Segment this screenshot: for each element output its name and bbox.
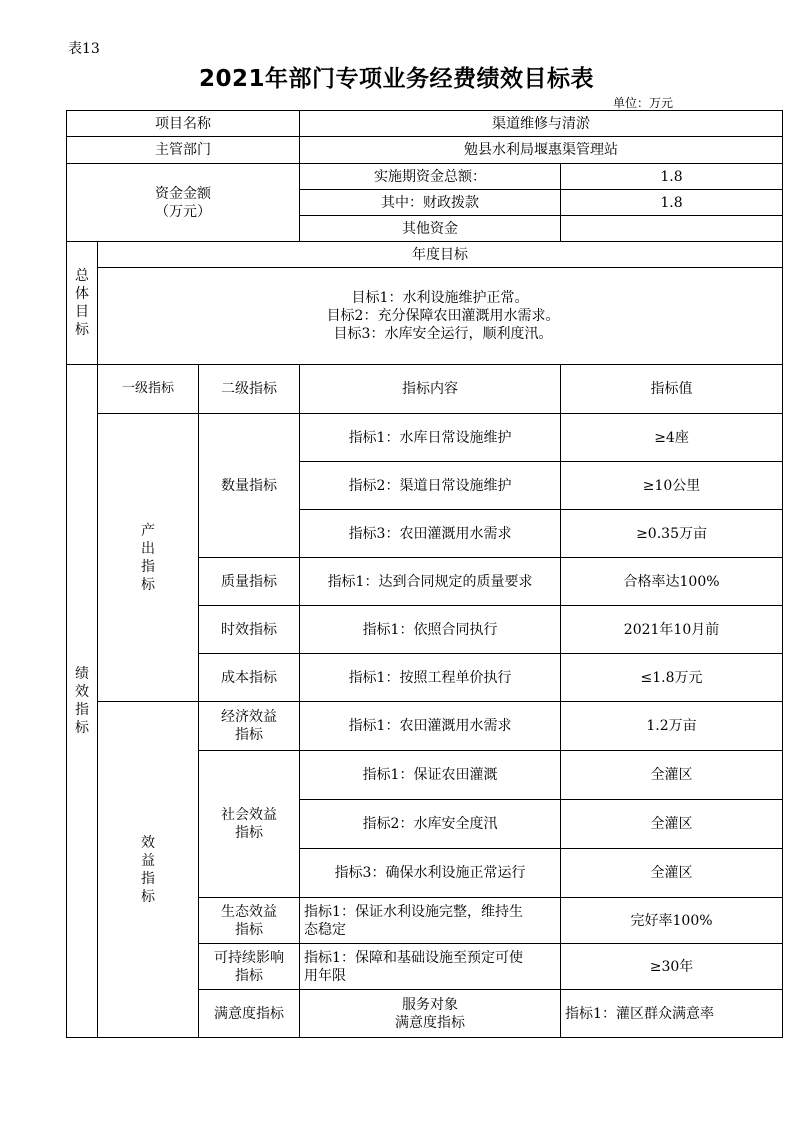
indicator-content: 指标2：渠道日常设施维护 <box>300 462 561 510</box>
indicator-content: 指标1：达到合同规定的质量要求 <box>300 558 561 606</box>
label-line: 生态效益 <box>221 903 278 920</box>
overall-goal-header-row <box>67 242 783 268</box>
header-value: 指标值 <box>561 365 783 414</box>
indicator-content: 指标3：农田灌溉用水需求 <box>300 510 561 558</box>
funds-other-value <box>561 216 783 242</box>
label-line: 指标 <box>235 921 264 938</box>
goal-item: 目标1：水利设施维护正常。 <box>351 290 529 306</box>
indicator-value: ≥0.35万亩 <box>561 510 783 558</box>
page-title: 2021年部门专项业务经费绩效目标表 <box>198 66 594 92</box>
benefit-indicator-label <box>98 702 199 1038</box>
funds-label-line1: 资金金额 <box>155 185 212 202</box>
label-line: 可持续影响 <box>214 949 285 966</box>
indicator-value: ≤1.8万元 <box>561 654 783 702</box>
content-line: 态稳定 <box>304 921 347 938</box>
indicator-value: 1.2万亩 <box>561 702 783 751</box>
department-label: 主管部门 <box>67 137 300 164</box>
indicator-value: 2021年10月前 <box>561 606 783 654</box>
indicator-content: 指标1：水库日常设施维护 <box>300 414 561 462</box>
output-indicator-label <box>98 414 199 702</box>
header-level2: 二级指标 <box>199 365 300 414</box>
label-line: 满意度指标 <box>395 1014 466 1031</box>
economic-indicator-label <box>199 702 300 751</box>
vertical-char: 指 <box>141 870 155 887</box>
unit-label: 单位：万元 <box>613 96 674 110</box>
goal-item: 目标3：水库安全运行，顺利度汛。 <box>333 326 553 342</box>
funds-label <box>67 164 300 242</box>
label-line: 经济效益 <box>221 709 278 725</box>
annual-goal-row <box>67 268 783 365</box>
indicator-content: 指标2：水库安全度汛 <box>300 800 561 849</box>
department-value: 勉县水利局堰惠渠管理站 <box>300 137 783 164</box>
vertical-char: 标 <box>141 888 155 905</box>
label-line: 指标 <box>235 727 264 743</box>
vertical-char: 效 <box>141 834 155 851</box>
label-line: 社会效益 <box>221 807 278 823</box>
goal-item: 目标2：充分保障农田灌溉用水需求。 <box>326 308 560 324</box>
header-content: 指标内容 <box>300 365 561 414</box>
sustainable-indicator-label <box>199 944 300 990</box>
header-level1: 一级指标 <box>98 365 199 414</box>
indicator-content: 指标1：依照合同执行 <box>300 606 561 654</box>
indicator-content: 指标1：农田灌溉用水需求 <box>300 702 561 751</box>
indicator-content <box>300 898 561 944</box>
department-row <box>67 137 783 164</box>
vertical-char: 指 <box>141 558 155 575</box>
vertical-char: 标 <box>75 720 89 736</box>
indicator-value: ≥10公里 <box>561 462 783 510</box>
funds-total-label: 实施期资金总额： <box>300 164 561 190</box>
annual-goal-header: 年度目标 <box>98 242 783 268</box>
vertical-char: 总 <box>75 268 89 284</box>
quantity-indicator-label: 数量指标 <box>199 414 300 558</box>
vertical-char: 效 <box>75 684 89 700</box>
indicator-value: 全灌区 <box>561 751 783 800</box>
vertical-char: 指 <box>75 702 89 718</box>
content-line: 指标1：保证水利设施完整，维持生 <box>304 903 523 920</box>
table-row <box>67 414 783 462</box>
funds-label-line2: （万元） <box>155 203 212 220</box>
indicator-header-row <box>67 365 783 414</box>
table-number: 表13 <box>68 41 100 57</box>
performance-indicator-label <box>67 365 98 1038</box>
indicator-value: ≥4座 <box>561 414 783 462</box>
timeliness-indicator-label: 时效指标 <box>199 606 300 654</box>
indicator-content: 指标1：灌区群众满意率 <box>561 990 783 1038</box>
project-name-row <box>67 111 783 137</box>
vertical-char: 体 <box>75 286 89 302</box>
label-line: 指标 <box>235 825 264 841</box>
funds-total-value: 1.8 <box>561 164 783 190</box>
project-name-label: 项目名称 <box>67 111 300 137</box>
cost-indicator-label: 成本指标 <box>199 654 300 702</box>
satisfaction-indicator-label: 满意度指标 <box>199 990 300 1038</box>
vertical-char: 绩 <box>75 666 89 682</box>
funds-fiscal-label: 其中：财政拨款 <box>300 190 561 216</box>
vertical-char: 产 <box>141 522 155 539</box>
social-indicator-label <box>199 751 300 898</box>
indicator-content: 指标1：保证农田灌溉 <box>300 751 561 800</box>
content-line: 指标1：保障和基础设施至预定可使 <box>304 949 523 966</box>
vertical-char: 益 <box>141 852 155 869</box>
vertical-char: 标 <box>75 322 89 338</box>
indicator-value: 全灌区 <box>561 800 783 849</box>
vertical-char: 标 <box>141 576 155 593</box>
funds-row <box>67 164 783 190</box>
vertical-char: 出 <box>141 540 155 557</box>
ecological-indicator-label <box>199 898 300 944</box>
performance-target-table <box>66 110 783 1038</box>
indicator-content <box>300 944 561 990</box>
indicator-content: 指标3：确保水利设施正常运行 <box>300 849 561 898</box>
funds-fiscal-value: 1.8 <box>561 190 783 216</box>
annual-goal-content <box>98 268 783 365</box>
content-line: 用年限 <box>304 967 347 984</box>
project-name-value: 渠道维修与清淤 <box>300 111 783 137</box>
quality-indicator-label: 质量指标 <box>199 558 300 606</box>
label-line: 服务对象 <box>402 996 459 1013</box>
indicator-value: ≥30年 <box>561 944 783 990</box>
table-row <box>67 702 783 751</box>
indicator-value: 完好率100% <box>561 898 783 944</box>
funds-other-label: 其他资金 <box>300 216 561 242</box>
label-line: 指标 <box>235 967 264 984</box>
indicator-value: 合格率达100% <box>561 558 783 606</box>
service-satisfaction-label <box>300 990 561 1038</box>
overall-goal-label <box>67 242 98 365</box>
indicator-value: 全灌区 <box>561 849 783 898</box>
vertical-char: 目 <box>75 304 89 320</box>
indicator-content: 指标1：按照工程单价执行 <box>300 654 561 702</box>
